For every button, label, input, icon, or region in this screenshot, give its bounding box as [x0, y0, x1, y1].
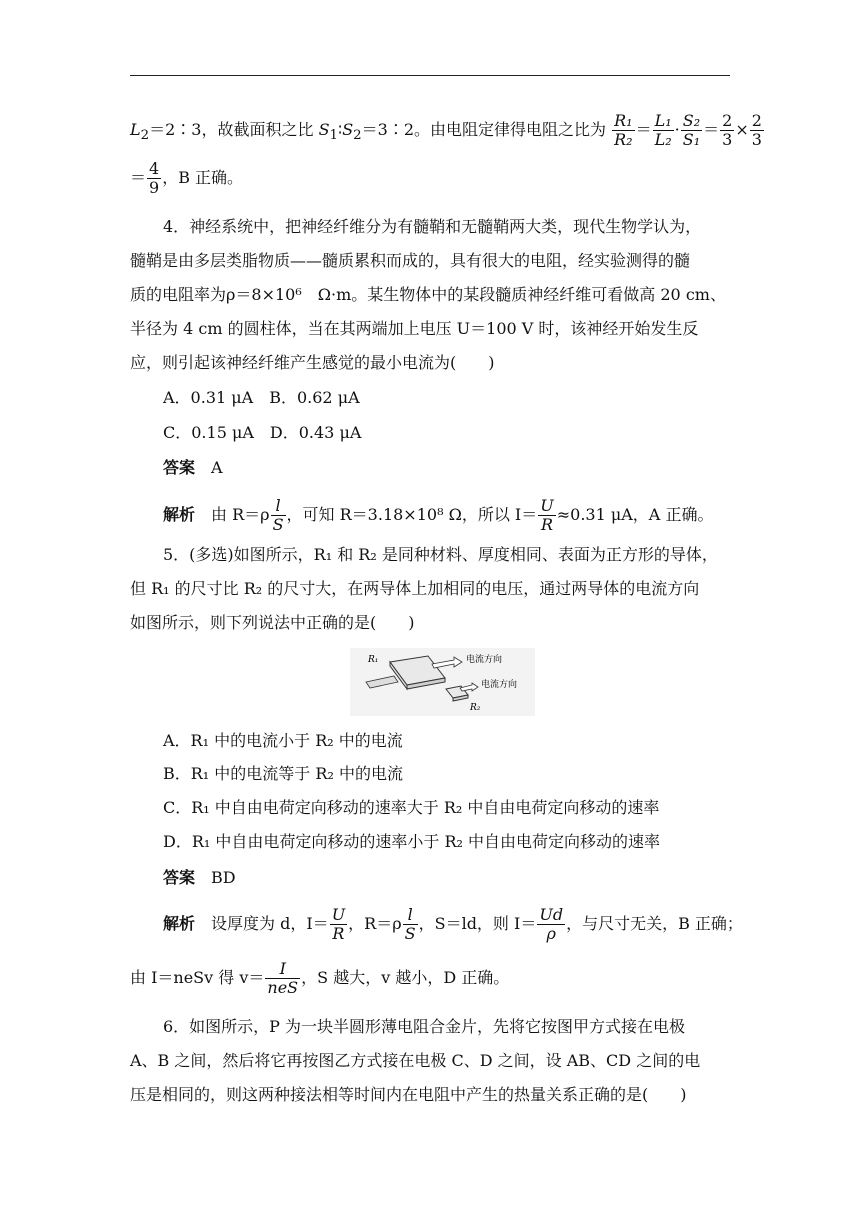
q4-line-1: 4．神经系统中，把神经纤维分为有髓鞘和无髓鞘两大类，现代生物学认为， [163, 217, 702, 236]
q4-line-5: 应，则引起该神经纤维产生感觉的最小电流为( ) [130, 353, 495, 372]
analysis-label: 解析 [163, 505, 196, 524]
q5-line-1: 5．(多选)如图所示，R₁ 和 R₂ 是同种材料、厚度相同、表面为正方形的导体， [163, 545, 718, 564]
q6-line-3: 压是相同的，则这两种接法相等时间内在电阻中产生的热量关系正确的是( ) [130, 1085, 687, 1104]
answer-label: 答案 [163, 868, 196, 887]
fraction-r1-r2: $\frac{\text{R₁}}{\text{R₂}}$ [614, 111, 633, 149]
q5-option-d: D．R₁ 中自由电荷定向移动的速率小于 R₂ 中自由电荷定向移动的速率 [163, 832, 661, 851]
q4-line-2: 髓鞘是由多层类脂物质——髓质累积而成的，具有很大的电阻，经实验测得的髓 [130, 251, 691, 270]
q5-analysis-2: 由 I＝neSv 得 v＝ $\frac{I}{\text{neS}}$ ，S 越大，v 越小，D 正确。 [130, 959, 510, 997]
q5-line-2: 但 R₁ 的尺寸比 R₂ 的尺寸大，在两导体上加相同的电压，通过两导体的电流方向 [130, 579, 700, 598]
q5-answer: 答案 BD [163, 868, 236, 887]
r1-label: R₁ [368, 655, 379, 665]
q6-line-2: A、B 之间，然后将它再按图乙方式接在电极 C、D 之间，设 AB、CD 之间的电 [130, 1051, 701, 1070]
q5-line-3: 如图所示，则下列说法中正确的是( ) [130, 613, 415, 632]
answer-label: 答案 [163, 458, 196, 477]
q4-answer: 答案 A [163, 458, 223, 477]
r2-label: R₂ [470, 703, 481, 713]
q3-line-1: $L_2=2∶3$，故截面积之比 $S_1∶S_2=3∶2$。由电阻定律得电阻之比为 $\frac{\text{R₁}}{\text{R₂}}$ ＝ $\frac{\text{L₁}}{\text{L₂}}$ · $\frac{\text{S₂}}{\text{S₁}}$ ＝ $\frac{2}{3}$ × $\frac{2}{3}$ [130, 111, 762, 149]
q5-option-c: C．R₁ 中自由电荷定向移动的速率大于 R₂ 中自由电荷定向移动的速率 [163, 798, 660, 817]
q4-line-4: 半径为 4 cm 的圆柱体，当在其两端加上电压 U＝100 V 时，该神经开始发生反 [130, 319, 699, 338]
q5-analysis-1: 解析 设厚度为 d，I＝ $\frac{U}{R}$ ，R＝ρ $\frac{l}{S}$ ，S＝ld，则 I＝ $\frac{Ud}{\rho}$ ，与尺寸无关，B 正确； [163, 905, 743, 943]
header-rule [130, 75, 730, 76]
q6-line-1: 6．如图所示，P 为一块半圆形薄电阻合金片，先将它按图甲方式接在电极 [163, 1017, 686, 1036]
q3-line-2: ＝ $\frac{4}{9}$ ，B 正确。 [130, 159, 244, 197]
conductors-figure [350, 648, 535, 716]
q4-analysis: 解析 由 R＝ρ $\frac{l}{S}$ ，可知 R＝3.18×10⁸ Ω，所以 I＝ $\frac{U}{R}$ ≈0.31 μA，A 正确。 [163, 496, 714, 534]
q4-line-3: 质的电阻率为ρ＝8×10⁶ Ω·m。某生物体中的某段髓质神经纤维可看做高 20 cm、 [130, 285, 726, 304]
q5-option-a: A．R₁ 中的电流小于 R₂ 中的电流 [163, 731, 403, 750]
analysis-label: 解析 [163, 914, 196, 933]
current-direction-label-2: 电流方向 [481, 680, 518, 690]
q4-options-ab: A．0.31 μA B．0.62 μA [163, 388, 360, 407]
current-direction-label-1: 电流方向 [466, 655, 503, 665]
q5-option-b: B．R₁ 中的电流等于 R₂ 中的电流 [163, 764, 403, 783]
q4-options-cd: C．0.15 μA D．0.43 μA [163, 423, 362, 442]
